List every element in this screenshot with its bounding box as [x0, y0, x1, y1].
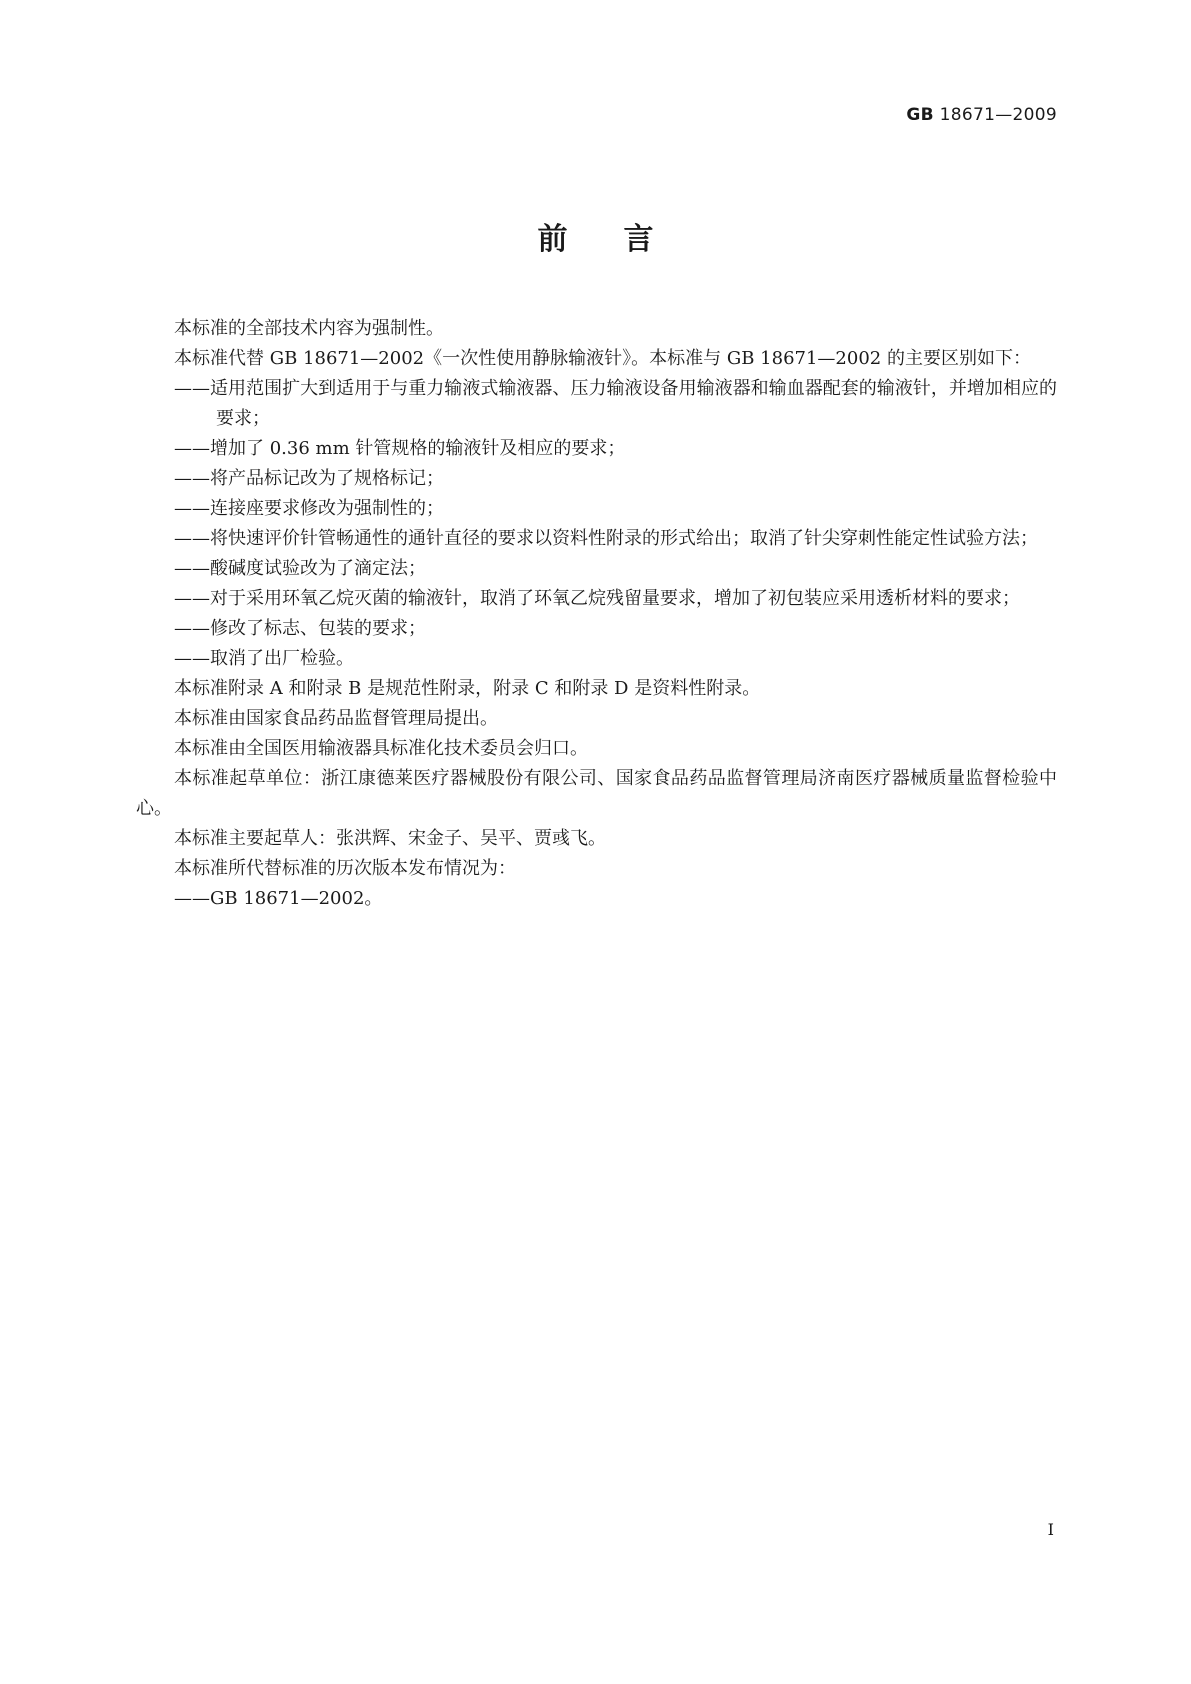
list-item: ——增加了 0.36 mm 针管规格的输液针及相应的要求； [174, 438, 626, 459]
paragraph-proposed-by: 本标准由国家食品药品监督管理局提出。 [174, 708, 498, 729]
list-item: ——连接座要求修改为强制性的； [174, 498, 444, 519]
page-header [906, 105, 1057, 125]
list-item: ——取消了出厂检验。 [174, 648, 354, 669]
list-item: ——将产品标记改为了规格标记； [174, 468, 444, 489]
list-item: ——酸碱度试验改为了滴定法； [174, 558, 426, 579]
paragraph-drafting-units: 本标准起草单位：浙江康德莱医疗器械股份有限公司、国家食品药品监督管理局济南医疗器械质量监督检验中心。 [136, 768, 1057, 819]
list-item: ——适用范围扩大到适用于与重力输液式输液器、压力输液设备用输液器和输血器配套的输液针，并增加相应的要求； [174, 378, 1057, 429]
history-item: ——GB 18671—2002。 [174, 888, 383, 909]
standard-code: GB [906, 105, 934, 125]
paragraph-mandatory: 本标准的全部技术内容为强制性。 [174, 318, 444, 339]
document-body [136, 314, 1057, 914]
list-item: ——对于采用环氧乙烷灭菌的输液针，取消了环氧乙烷残留量要求，增加了初包装应采用透析材料的要求； [174, 588, 1020, 609]
paragraph-history-intro: 本标准所代替标准的历次版本发布情况为： [174, 858, 516, 879]
page-title: 前言 [537, 222, 710, 257]
paragraph-annexes: 本标准附录 A 和附录 B 是规范性附录，附录 C 和附录 D 是资料性附录。 [174, 678, 761, 699]
paragraph-replaces: 本标准代替 GB 18671—2002《一次性使用静脉输液针》。本标准与 GB 18671—2002 的主要区别如下： [174, 348, 1031, 369]
standard-number: 18671—2009 [939, 105, 1057, 125]
list-item: ——将快速评价针管畅通性的通针直径的要求以资料性附录的形式给出；取消了针尖穿刺性能定性试验方法； [174, 528, 1038, 549]
page-number: I [1047, 1520, 1054, 1539]
paragraph-centralized-by: 本标准由全国医用输液器具标准化技术委员会归口。 [174, 738, 588, 759]
list-item: ——修改了标志、包装的要求； [174, 618, 426, 639]
paragraph-drafters: 本标准主要起草人：张洪辉、宋金子、吴平、贾彧飞。 [174, 828, 606, 849]
